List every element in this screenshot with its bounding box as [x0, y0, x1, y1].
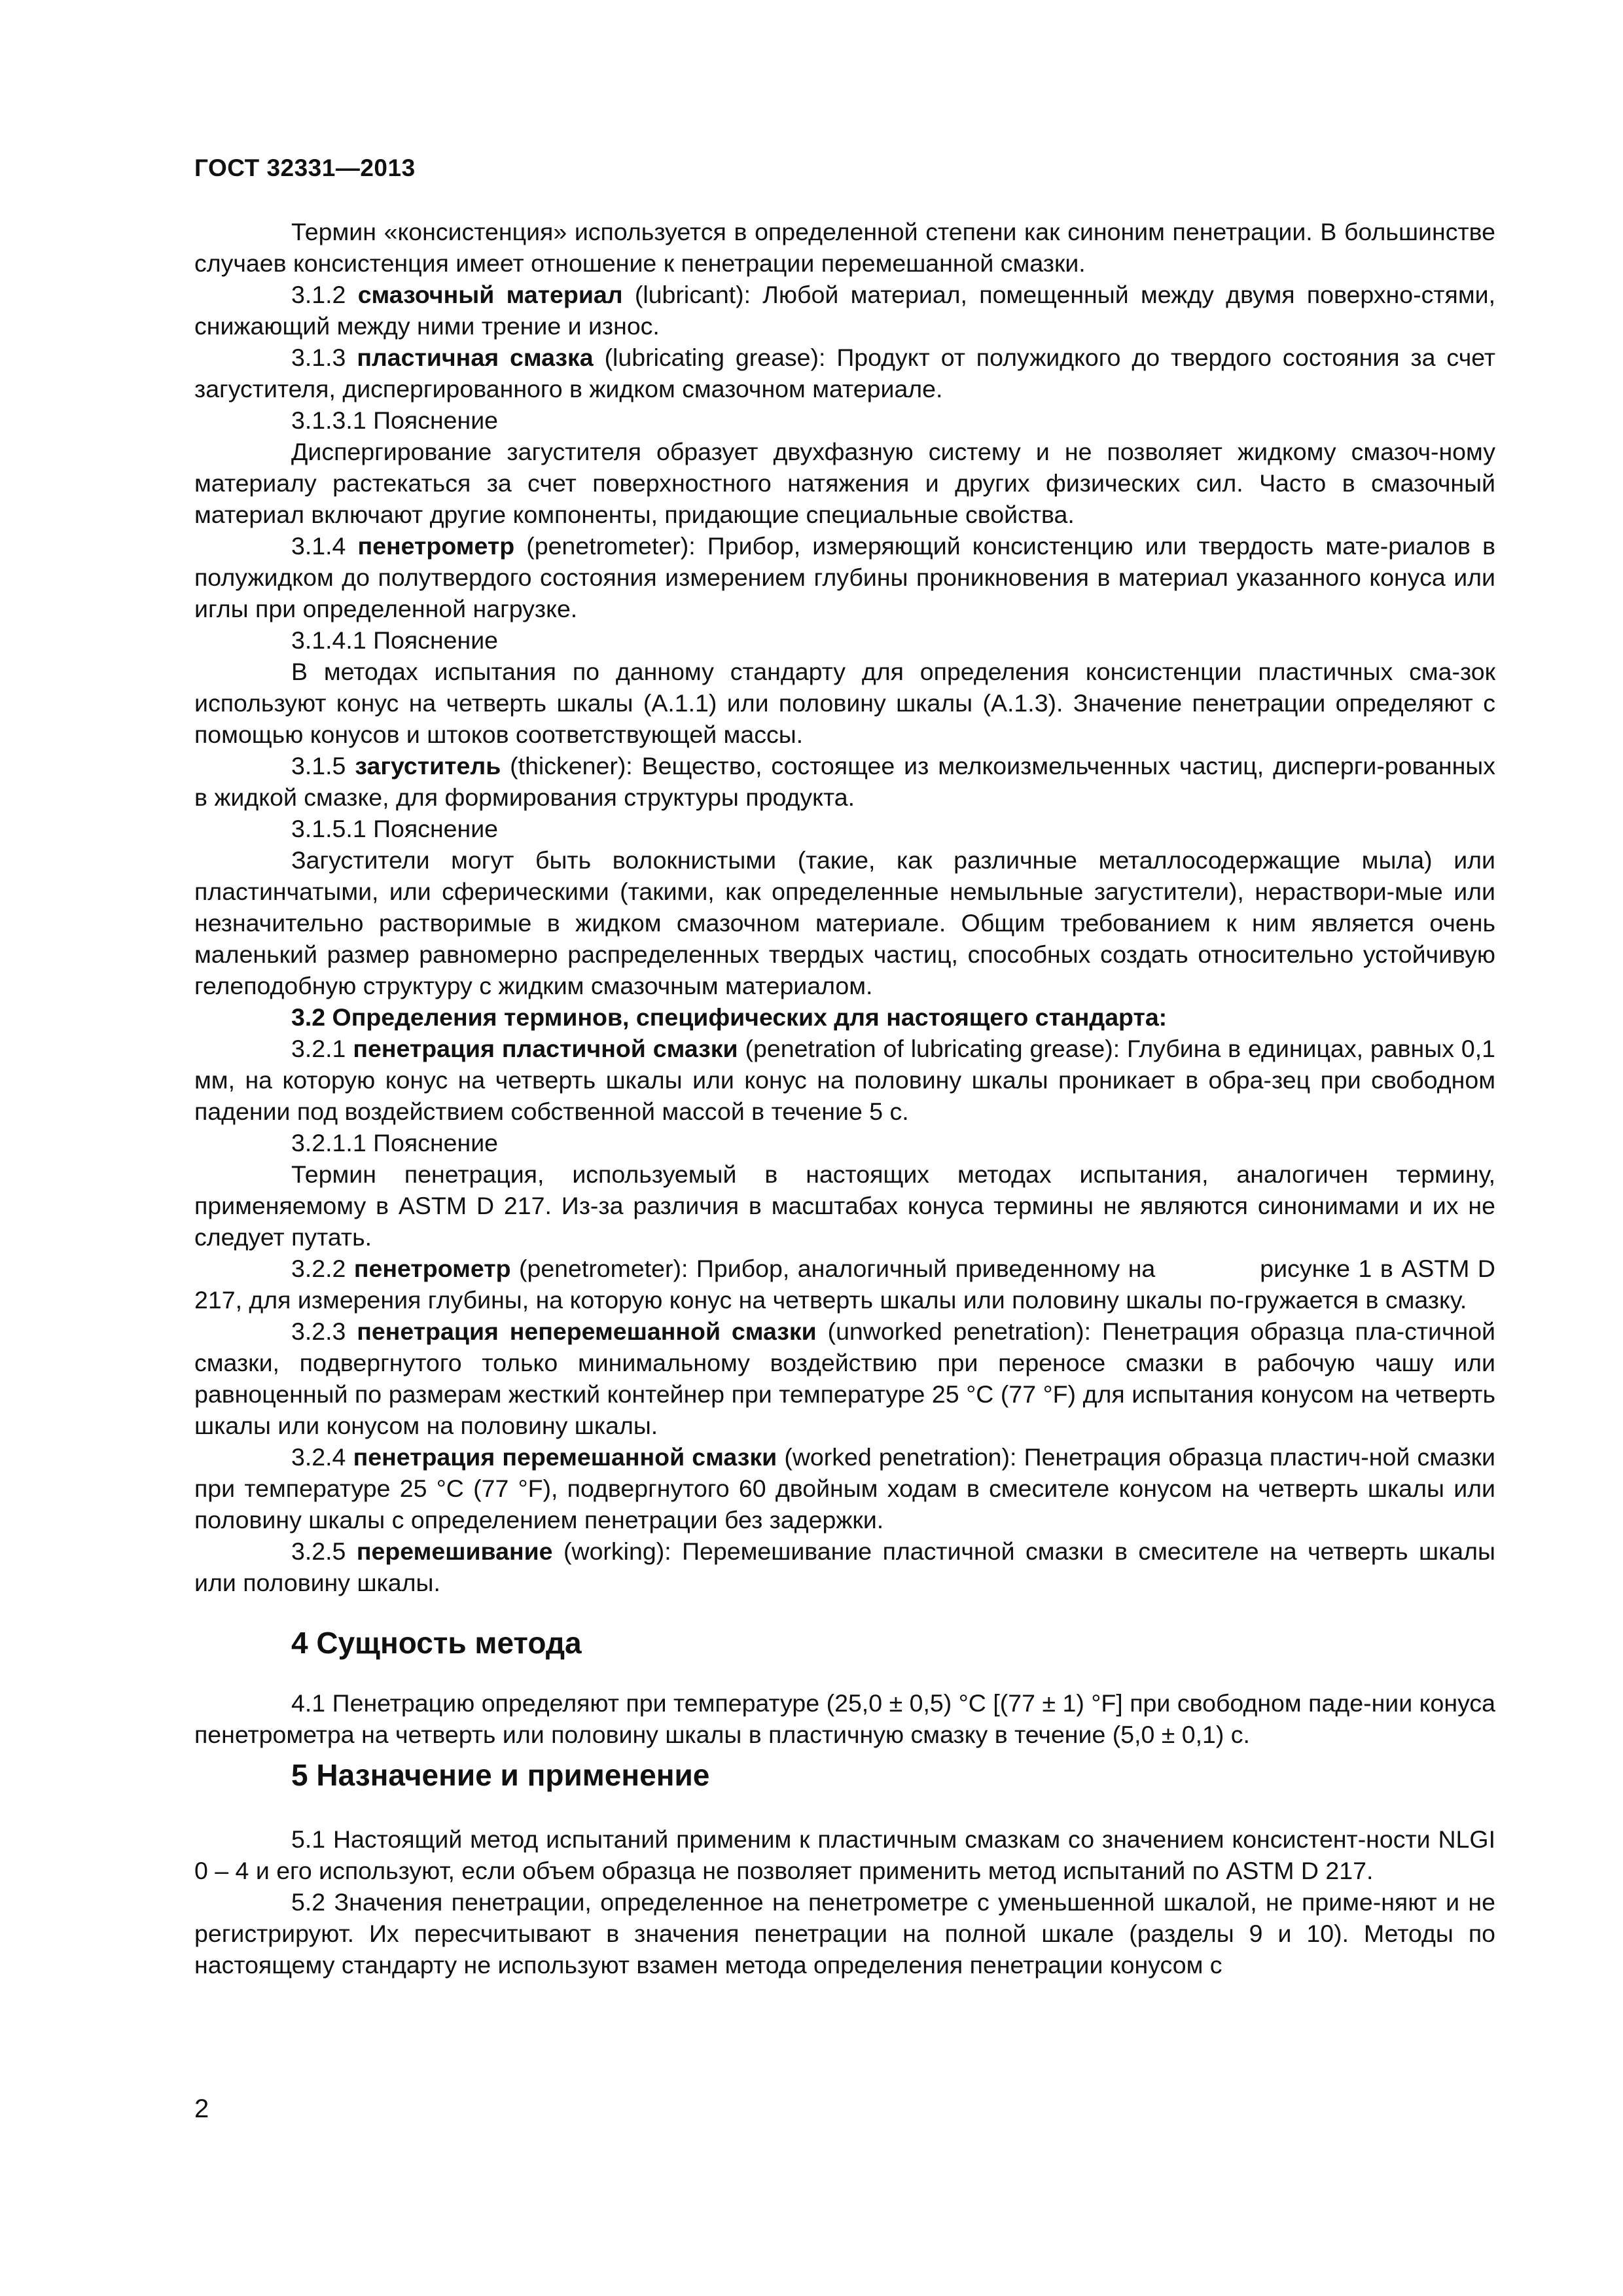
definition-3-2-4 — [194, 1441, 1495, 1535]
definition-text: (worked penetration): Пенетрация образца пластич-ной смазки при температуре 25 °С (77 °F), подвергнутого 60 двойным ходам в смесителе конусом на четверть шкалы или половину шкалы с определением пенетрации без задержки. — [194, 1443, 1495, 1534]
term: пенетрометр — [357, 532, 515, 560]
definition-text: (unworked penetration): Пенетрация образца пла-стичной смазки, подвергнутого только минимальному воздействию при переносе смазки в рабочую чашу или равноценный по размерам жесткий контейнер при температуре 25 °С (77 °F) для испытания конусом на четверть шкалы или конусом на половину шкалы. — [194, 1318, 1496, 1439]
clause-number: 3.1.3 — [291, 344, 346, 371]
clause-number: 3.1.5 — [291, 752, 346, 780]
definition-text: (lubricating grease): Продукт от полужидкого до твердого состояния за счет загустителя, диспергированного в жидком смазочном материале. — [194, 344, 1496, 403]
clause-number: 3.2.1 — [291, 1035, 346, 1062]
section-heading-4: 4 Сущность метода — [291, 1626, 582, 1660]
paragraph: 4.1 Пенетрацию определяют при температуре (25,0 ± 0,5) °С [(77 ± 1) °F] при свободном паде-нии конуса пенетрометра на четверть или половину шкалы в пластичную смазку в течение (5,0 ± 0,1) с. — [194, 1689, 1495, 1748]
definition-text: (penetrometer): Прибор, измеряющий консистенцию или твердость мате-риалов в полужидком до полутвердого состояния измерением глубины проникновения в материал указанного конуса или иглы при определенной нагрузке. — [194, 532, 1496, 622]
document-header: ГОСТ 32331—2013 — [194, 154, 416, 181]
note-heading: 3.1.5.1 Пояснение — [291, 815, 499, 842]
term: смазочный материал — [357, 281, 623, 308]
note-heading: 3.2.1.1 Пояснение — [291, 1129, 499, 1157]
section-subheading: 3.2 Определения терминов, специфических для настоящего стандарта: — [291, 1003, 1168, 1031]
definition-text: (working): Перемешивание пластичной смазки в смесителе на четверть шкалы или половину шкалы. — [194, 1537, 1495, 1596]
document-body — [194, 216, 1495, 1981]
section-heading-5: 5 Назначение и применение — [291, 1758, 710, 1792]
term: загуститель — [355, 752, 501, 780]
definition-text: (lubricant): Любой материал, помещенный между двумя поверхно-стями, снижающий между ними трение и износ. — [194, 281, 1496, 340]
definition-3-2-5 — [194, 1535, 1495, 1598]
clause-number: 3.1.4 — [291, 532, 346, 560]
paragraph: Термин пенетрация, используемый в настоящих методах испытания, аналогичен термину, применяемому в ASTM D 217. Из-за различия в масштабах конуса термины не являются синонимами и их не следует путать. — [194, 1160, 1495, 1251]
definition-3-1-5 — [194, 750, 1495, 813]
term: пенетрометр — [353, 1255, 511, 1282]
paragraph: 5.1 Настоящий метод испытаний применим к пластичным смазкам со значением консистент-ности NLGI 0 – 4 и его используют, если объем образца не позволяет применить метод испытаний по ASTM D 217. — [194, 1825, 1495, 1884]
term: перемешивание — [356, 1537, 553, 1565]
definition-text: (thickener): Вещество, состоящее из мелкоизмельченных частиц, дисперги-рованных в жидкой смазке, для формирования структуры продукта. — [194, 752, 1496, 811]
clause-number: 3.1.2 — [291, 281, 346, 308]
note-heading: 3.1.3.1 Пояснение — [291, 406, 499, 434]
note-heading: 3.1.4.1 Пояснение — [291, 626, 499, 654]
paragraph: 5.2 Значения пенетрации, определенное на пенетрометре с уменьшенной шкалой, не приме-няют и не регистрируют. Их пересчитывают в значения пенетрации на полной шкале (разделы 9 и 10). Методы по настоящему стандарту не используют взамен метода определения пенетрации конусом с — [194, 1888, 1495, 1979]
definition-3-2-2 — [194, 1253, 1495, 1316]
term: пластичная смазка — [357, 344, 594, 371]
definition-3-1-2 — [194, 279, 1495, 342]
term: пенетрация неперемешанной смазки — [357, 1318, 817, 1345]
clause-number: 3.2.3 — [291, 1318, 346, 1345]
clause-number: 3.2.2 — [291, 1255, 346, 1282]
paragraph: В методах испытания по данному стандарту для определения консистенции пластичных сма-зок используют конус на четверть шкалы (A.1.1) или половину шкалы (A.1.3). Значение пенетрации определяют с помощью конусов и штоков соответствующей массы. — [194, 658, 1495, 748]
paragraph: Загустители могут быть волокнистыми (такие, как различные металлосодержащие мыла) или пластинчатыми, или сферическими (такими, как определенные немыльные загустители), нераствори-мые или незначительно растворимые в жидком смазочном материале. Общим требованием к ним является очень маленький размер равномерно распределенных твердых частиц, способных создать относительно устойчивую гелеподобную структуру с жидким смазочным материалом. — [194, 846, 1495, 999]
definition-3-2-3 — [194, 1316, 1495, 1441]
paragraph: Термин «консистенция» используется в определенной степени как синоним пенетрации. В большинстве случаев консистенция имеет отношение к пенетрации перемешанной смазки. — [194, 218, 1495, 277]
term: пенетрация перемешанной смазки — [353, 1443, 777, 1471]
definition-3-1-4 — [194, 530, 1495, 624]
definition-3-2-1 — [194, 1033, 1495, 1127]
term: пенетрация пластичной смазки — [353, 1035, 738, 1062]
definition-text: рисунке 1 в ASTM D 217, для измерения глубины, на которую конус на четверть шкалы или половину шкалы по-гружается в смазку. — [194, 1255, 1496, 1314]
paragraph: Диспергирование загустителя образует двухфазную систему и не позволяет жидкому смазоч-ному материалу растекаться за счет поверхностного натяжения и других физических сил. Часто в смазочный материал включают другие компоненты, придающие специальные свойства. — [194, 438, 1495, 528]
page-number: 2 — [194, 2094, 209, 2123]
definition-text: (penetrometer): Прибор, аналогичный приведенному на — [518, 1255, 1156, 1282]
clause-number: 3.2.5 — [291, 1537, 346, 1565]
definition-3-1-3 — [194, 342, 1495, 404]
clause-number: 3.2.4 — [291, 1443, 346, 1471]
definition-text: (penetration of lubricating grease): Глубина в единицах, равных 0,1 мм, на которую конус на четверть шкалы или конус на половину шкалы проникает в обра-зец при свободном падении под воздействием собственной массой в течение 5 с. — [194, 1035, 1495, 1125]
